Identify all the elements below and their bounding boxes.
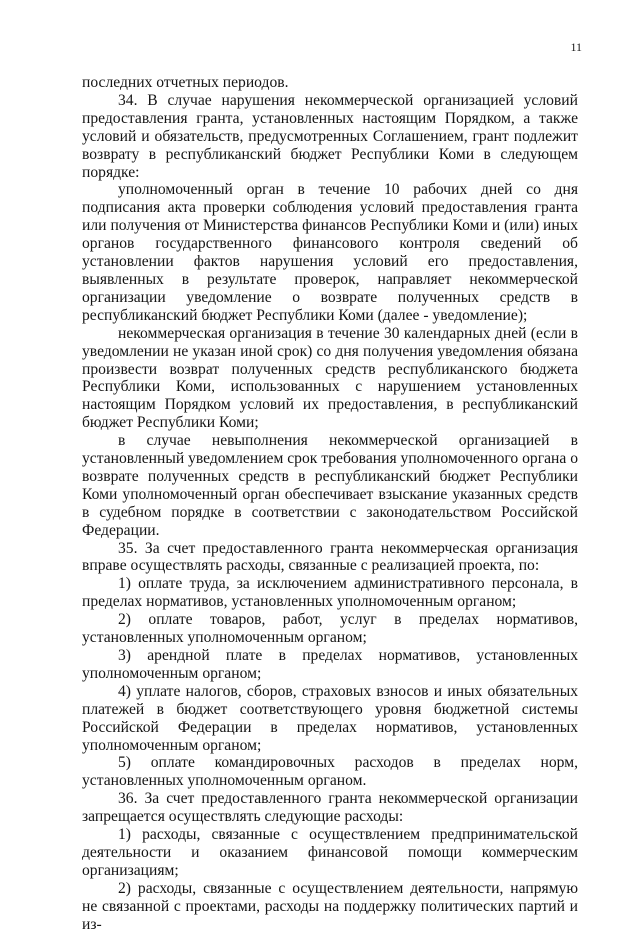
paragraph-clause-34-notice: уполномоченный орган в течение 10 рабочих дней со дня подписания акта проверки соблюдения условий предоставления гранта или получения от Министерства финансов Республики Коми и (или) иных органов государственного финансового контроля сведений об установлении фактов нарушения условий его предоставления, выявленных в результате проверок, направляет некоммерческой организации уведомление о возврате полученных средств в республиканский бюджет Республики Коми (далее - уведомление); xyxy=(82,181,578,324)
paragraph-continuation: последних отчетных периодов. xyxy=(82,74,289,91)
paragraph-clause-34: 34. В случае нарушения некоммерческой организацией условий предоставления гранта, установленных настоящим Порядком, а также условий и обязательств, предусмотренных Соглашением, грант подлежит возврату в республиканский бюджет Республики Коми в следующем порядке: xyxy=(82,91,578,181)
list-item-35-2: 2) оплате товаров, работ, услуг в пределах нормативов, установленных уполномоченным органом; xyxy=(82,611,578,647)
list-item-36-2: 2) расходы, связанные с осуществлением деятельности, напрямую не связанной с проектами, расходы на поддержку политических партий и из- xyxy=(82,879,578,933)
list-item-35-5: 5) оплате командировочных расходов в пределах норм, установленных уполномоченным органом. xyxy=(82,754,578,790)
paragraph-clause-34-refund: некоммерческая организация в течение 30 календарных дней (если в уведомлении не указан иной срок) со дня получения уведомления обязана произвести возврат полученных средств республиканского бюджета Республики Коми, использованных с нарушением установленных настоящим Порядком условий их предоставления, в республиканский бюджет Республики Коми; xyxy=(82,324,578,432)
page-number: 11 xyxy=(570,40,582,54)
list-item-35-4: 4) уплате налогов, сборов, страховых взносов и иных обязательных платежей в бюджет соответствующего уровня бюджетной системы Российской Федерации в пределах нормативов, установленных уполномоченным органом; xyxy=(82,682,578,754)
paragraph-clause-35: 35. За счет предоставленного гранта некоммерческая организация вправе осуществлять расходы, связанные с реализацией проекта, по: xyxy=(82,539,578,575)
paragraph-clause-34-recovery: в случае невыполнения некоммерческой организацией в установленный уведомлением срок требования уполномоченного органа о возврате полученных средств в республиканский бюджет Республики Коми уполномоченный орган обеспечивает взыскание указанных средств в судебном порядке в соответствии с законодательством Российской Федерации. xyxy=(82,432,578,539)
list-item-35-3: 3) арендной плате в пределах нормативов, установленных уполномоченным органом; xyxy=(82,647,578,682)
list-item-36-1: 1) расходы, связанные с осуществлением предпринимательской деятельности и оказанием финансовой помощи коммерческим организациям; xyxy=(82,826,578,879)
list-item-35-1: 1) оплате труда, за исключением административного персонала, в пределах нормативов, установленных уполномоченным органом; xyxy=(82,575,578,611)
document-text xyxy=(82,74,578,934)
paragraph-clause-36: 36. За счет предоставленного гранта некоммерческой организации запрещается осуществлять следующие расходы: xyxy=(82,790,578,826)
